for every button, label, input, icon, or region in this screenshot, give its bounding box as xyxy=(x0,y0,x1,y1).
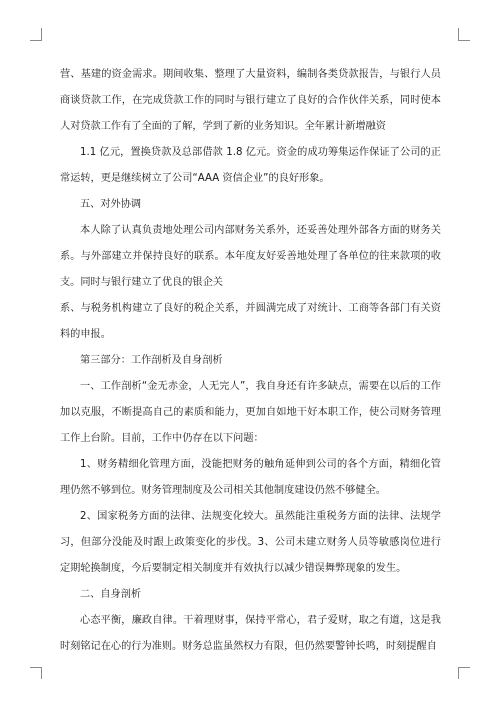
paragraph-self-discipline: 心态平衡，廉政自律。干着理财事，保持平常心，君子爱财，取之有道，这是我时刻铭记在心的行为准则。财务总监虽然权力有限，但仍然要警钟长鸣，时刻提醒自 xyxy=(60,615,441,652)
part-heading-analysis: 第三部分：工作剖析及自身剖析 xyxy=(80,355,223,366)
crop-mark-top-left-h xyxy=(30,40,42,41)
crop-mark-bottom-right-h xyxy=(458,667,470,668)
paragraph-financing: 营、基建的资金需求。期间收集、整理了大量资料，编制各类贷款报告，与银行人员商谈贷款工作，在完成贷款工作的同时与银行建立了良好的合作伙伴关系，同时使本人对贷款工作有了全面的了解，学到了新的业务知识。全年累计新增融资 xyxy=(60,69,441,132)
crop-mark-bottom-right-v xyxy=(458,667,459,679)
paragraph-external-relations: 本人除了认真负责地处理公司内部财务关系外，还妥善处理外部各方面的财务关系。与外部建立并保持良好的联系。本年度友好妥善地处理了各单位的往来款项的收支。同时与银行建立了优良的银企关 xyxy=(60,225,441,288)
crop-mark-top-right-v xyxy=(458,28,459,40)
paragraph-tax-relations: 系、与税务机构建立了良好的税企关系，并圆满完成了对统计、工商等各部门有关资料的申报。 xyxy=(60,303,441,340)
paragraph-work-analysis: 一、工作剖析“金无赤金，人无完人”，我自身还有许多缺点，需要在以后的工作加以克服，不断提高自己的素质和能力，更加自如地干好本职工作，使公司财务管理工作上台阶。目前，工作中仍存在以下问题： xyxy=(60,381,441,444)
document-body xyxy=(60,62,441,660)
paragraph-issue-2-3: 2、国家税务方面的法律、法规变化较大。虽然能注重税务方面的法律、法规学习，但部分没能及时跟上政策变化的步伐。3、公司未建立财务人员等敏感岗位进行定期轮换制度，今后要制定相关制度并有效执行以减少错误舞弊现象的发生。 xyxy=(60,511,441,574)
section-heading-self-analysis: 二、自身剖析 xyxy=(80,589,142,600)
crop-mark-top-right-h xyxy=(458,40,470,41)
crop-mark-bottom-left-v xyxy=(41,667,42,679)
crop-mark-top-left-v xyxy=(41,28,42,40)
section-heading-external-coordination: 五、对外协调 xyxy=(80,199,142,210)
paragraph-financing-result: 1.1 亿元，置换贷款及总部借款 1.8 亿元。资金的成功筹集运作保证了公司的正常运转，更是继续树立了公司“AAA 资信企业”的良好形象。 xyxy=(60,147,441,184)
paragraph-issue-1: 1、财务精细化管理方面，没能把财务的触角延伸到公司的各个方面，精细化管理仍然不够到位。财务管理制度及公司相关其他制度建设仍然不够健全。 xyxy=(60,459,441,496)
